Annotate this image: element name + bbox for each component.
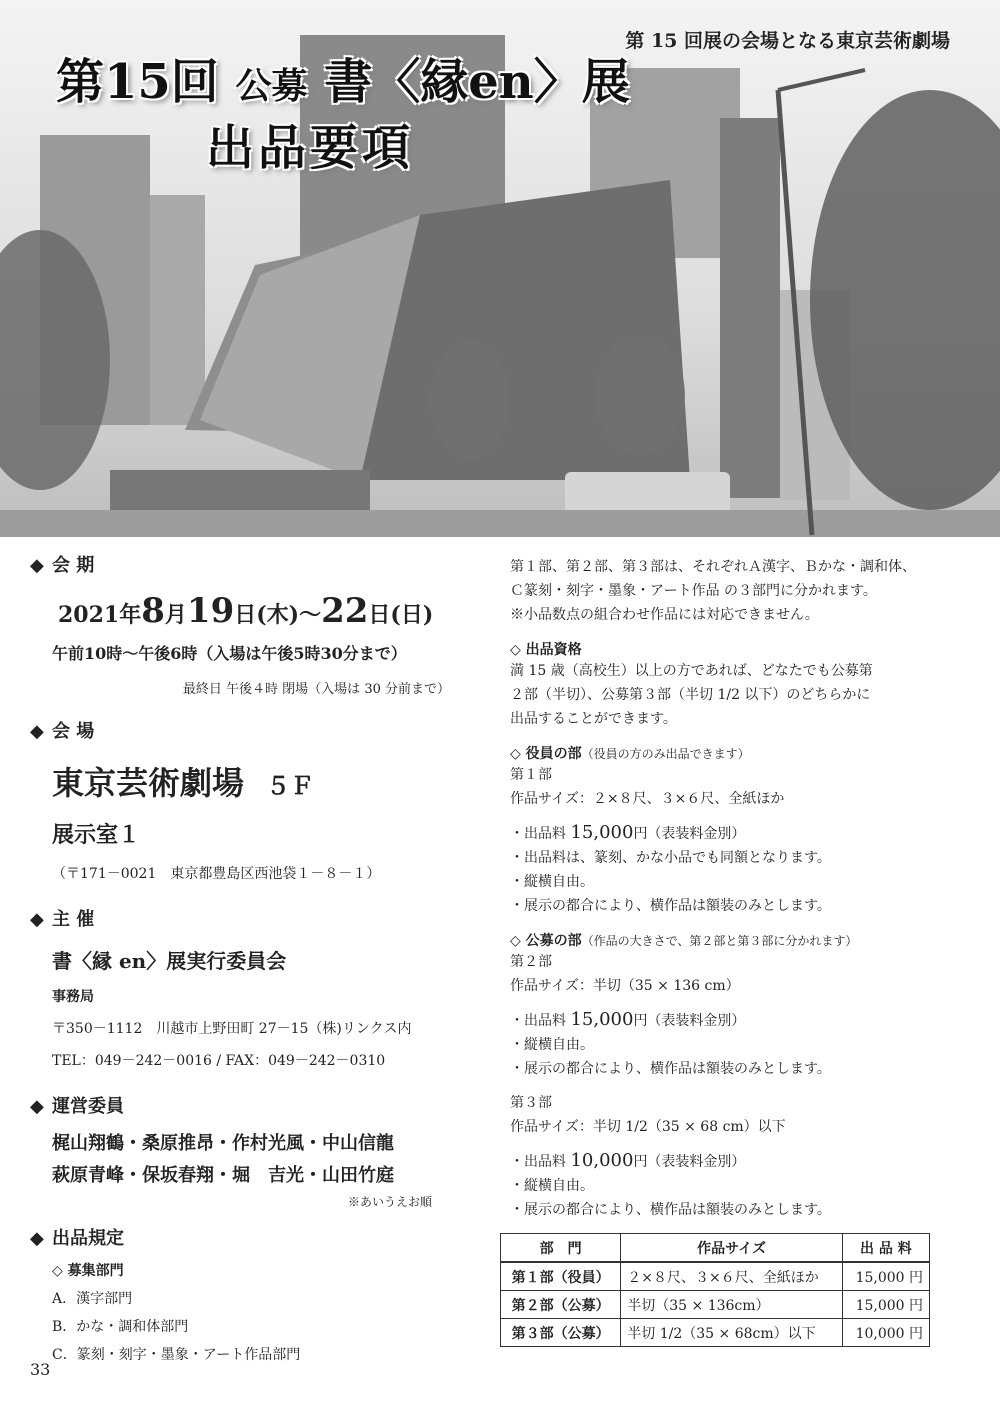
table-row: [501, 1319, 930, 1347]
header-size: 作品サイズ: [621, 1234, 843, 1263]
rules-heading: ◆ 出品規定: [30, 1228, 124, 1250]
division-item: C．篆刻・刻字・墨象・アート作品部門: [52, 1346, 301, 1363]
part2-size: 作品サイズ：半切（35 × 136 cm）: [510, 978, 740, 994]
row-fee: 10,000 円: [842, 1319, 929, 1347]
table-row: [501, 1291, 930, 1319]
hero-title: [56, 54, 630, 110]
title-edition: 第15回: [56, 54, 219, 110]
venue-address: （〒171－0021 東京都豊島区西池袋１－８－１）: [52, 866, 381, 883]
diamond-icon: ◆: [30, 1228, 44, 1250]
intro-line: Ｃ篆刻・刻字・墨象・アート作品 の３部門に分かれます。: [510, 583, 877, 599]
part3-size: 作品サイズ：半切 1/2（35 × 68 cm）以下: [510, 1119, 786, 1135]
header-division: 部 門: [501, 1234, 621, 1263]
part3-free: ・縦横自由。: [510, 1178, 594, 1194]
office-address: 〒350－1112 川越市上野田町 27－15（株)リンクス内: [52, 1020, 412, 1037]
diamond-icon: ◆: [30, 1095, 44, 1117]
diamond-icon: ◆: [30, 909, 44, 931]
committee-heading: ◆ 運営委員: [30, 1095, 124, 1117]
office-contact: TEL：049－242－0016 / FAX：049－242－0310: [52, 1052, 386, 1069]
title-exhibition: 書〈縁en〉展: [324, 54, 630, 110]
office-label: 事務局: [52, 988, 94, 1005]
organizer-heading: ◆ 主 催: [30, 909, 95, 931]
part3-label: 第３部: [510, 1095, 552, 1111]
right-column: [510, 555, 970, 1222]
hero-photo: [0, 0, 1000, 537]
part2-display: ・展示の都合により、横作品は額装のみとします。: [510, 1061, 831, 1077]
qualification-line: 満 15 歳（高校生）以上の方であれば、どなたでも公募第: [510, 663, 873, 679]
part2-free: ・縦横自由。: [510, 1037, 594, 1053]
row-size: ２×８尺、３×６尺、全紙ほか: [621, 1262, 843, 1291]
left-column: [30, 555, 480, 1364]
period-heading: ◆ 会 期: [30, 555, 95, 576]
venue-heading: ◆ 会 場: [30, 720, 95, 742]
venue-room: 展示室１: [52, 822, 141, 849]
period-dates: 2021年8月19日(木)〜22日(日): [58, 590, 434, 631]
intro-line: 第１部、第２部、第３部は、それぞれＡ漢字、Ｂかな・調和体、: [510, 559, 916, 575]
table-header-row: [501, 1234, 930, 1263]
header-fee: 出 品 料: [842, 1234, 929, 1263]
hero-caption: 第 15 回展の会場となる東京芸術劇場: [625, 30, 950, 52]
period-hours: 午前10時〜午後6時（入場は午後5時30分まで）: [52, 643, 407, 663]
part2-label: 第２部: [510, 954, 552, 970]
part3-fee: ・出品料 10,000円（表装料金別）: [510, 1150, 746, 1171]
organizer-name: 書〈縁 en〉展実行委員会: [52, 948, 287, 973]
page-number: 33: [30, 1360, 51, 1379]
division-item: B．かな・調和体部門: [52, 1318, 189, 1335]
table-row: [501, 1262, 930, 1291]
row-size: 半切 1/2（35 × 68cm）以下: [621, 1319, 843, 1347]
officer-fee-note: ・出品料は、篆刻、かな小品でも同額となります。: [510, 850, 831, 866]
row-size: 半切（35 × 136cm）: [621, 1291, 843, 1319]
row-division: 第１部（役員）: [501, 1262, 621, 1291]
hero-subtitle: 出品要項: [206, 120, 415, 176]
fee-table: [500, 1233, 930, 1347]
officer-display: ・展示の都合により、横作品は額装のみとします。: [510, 898, 831, 914]
diamond-icon: ◆: [30, 555, 44, 576]
part2-fee: ・出品料 15,000円（表装料金別）: [510, 1009, 746, 1030]
period-last-day: 最終日 午後４時 閉場（入場は 30 分前まで）: [182, 681, 450, 697]
row-fee: 15,000 円: [842, 1262, 929, 1291]
row-division: 第３部（公募）: [501, 1319, 621, 1347]
row-division: 第２部（公募）: [501, 1291, 621, 1319]
intro-note: ※小品数点の組合わせ作品には対応できません。: [510, 607, 819, 623]
committee-note: ※あいうえお順: [347, 1195, 432, 1210]
committee-line-2: 萩原青峰・保坂春翔・堀 吉光・山田竹庭: [52, 1165, 394, 1187]
row-fee: 15,000 円: [842, 1291, 929, 1319]
qualification-heading: ◇ 出品資格: [510, 642, 582, 658]
qualification-line: 出品することができます。: [510, 711, 677, 727]
officer-size: 作品サイズ：２×８尺、３×６尺、全紙ほか: [510, 791, 785, 807]
division-item: A．漢字部門: [52, 1290, 133, 1307]
public-heading: ◇ 公募の部（作品の大きさで、第２部と第３部に分かれます）: [510, 933, 858, 949]
officer-part: 第１部: [510, 767, 552, 783]
title-open-call: 公募: [235, 65, 308, 107]
venue-name: 東京芸術劇場 ５Ｆ: [52, 764, 315, 803]
divisions-heading: ◇ 募集部門: [52, 1262, 124, 1279]
officer-heading: ◇ 役員の部（役員の方のみ出品できます）: [510, 746, 750, 762]
committee-line-1: 梶山翔鶴・桑原推昂・作村光風・中山信龍: [52, 1133, 394, 1155]
qualification-line: ２部（半切）、公募第３部（半切 1/2 以下）のどちらかに: [510, 687, 871, 703]
diamond-icon: ◆: [30, 720, 44, 742]
part3-display: ・展示の都合により、横作品は額装のみとします。: [510, 1202, 831, 1218]
officer-free: ・縦横自由。: [510, 874, 594, 890]
officer-fee: ・出品料 15,000円（表装料金別）: [510, 822, 746, 843]
